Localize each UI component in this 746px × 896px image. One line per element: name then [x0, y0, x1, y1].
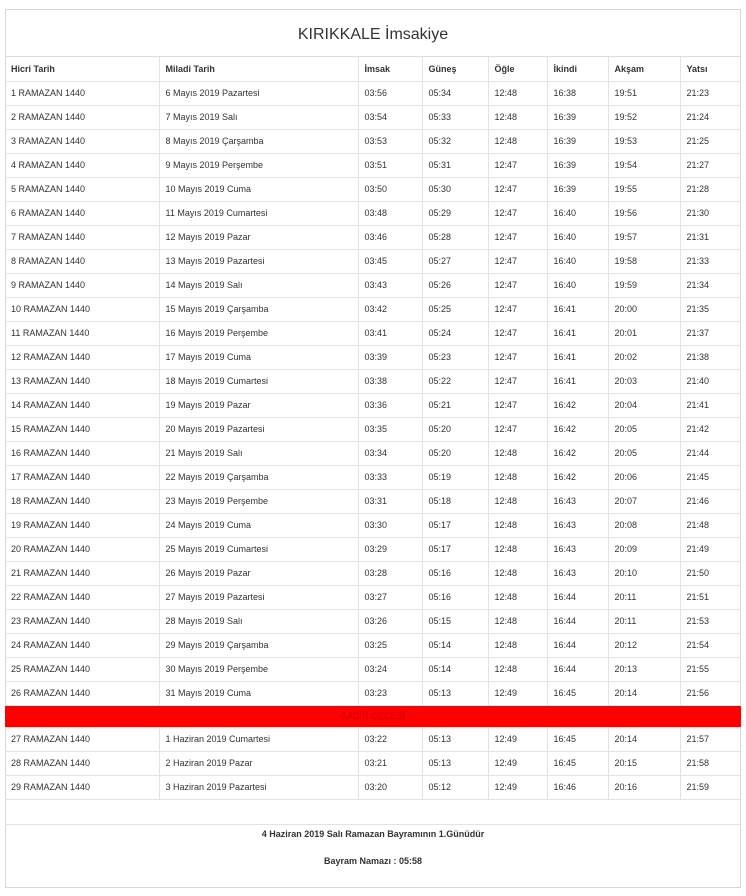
cell-hicri: 6 RAMAZAN 1440 [5, 201, 159, 225]
cell-ikindi: 16:41 [547, 369, 608, 393]
cell-yatsi: 21:42 [680, 417, 741, 441]
cell-yatsi: 21:45 [680, 465, 741, 489]
cell-miladi: 16 Mayıs 2019 Perşembe [159, 321, 358, 345]
cell-yatsi: 21:51 [680, 585, 741, 609]
kadir-gecesi-label: KADİR GECESİ [5, 705, 741, 727]
cell-miladi: 6 Mayıs 2019 Pazartesi [159, 81, 358, 105]
header-yatsi: Yatsı [680, 57, 741, 81]
cell-yatsi: 21:57 [680, 727, 741, 751]
cell-ikindi: 16:41 [547, 345, 608, 369]
cell-hicri: 7 RAMAZAN 1440 [5, 225, 159, 249]
cell-miladi: 24 Mayıs 2019 Cuma [159, 513, 358, 537]
cell-hicri: 27 RAMAZAN 1440 [5, 727, 159, 751]
cell-gunes: 05:14 [422, 633, 488, 657]
cell-miladi: 18 Mayıs 2019 Cumartesi [159, 369, 358, 393]
table-row [5, 393, 741, 417]
cell-imsak: 03:43 [358, 273, 422, 297]
cell-imsak: 03:31 [358, 489, 422, 513]
cell-aksam: 19:55 [608, 177, 680, 201]
table-row [5, 489, 741, 513]
cell-aksam: 20:10 [608, 561, 680, 585]
cell-ogle: 12:48 [488, 657, 547, 681]
cell-ikindi: 16:42 [547, 441, 608, 465]
cell-ikindi: 16:44 [547, 609, 608, 633]
cell-ogle: 12:48 [488, 129, 547, 153]
cell-imsak: 03:34 [358, 441, 422, 465]
cell-hicri: 1 RAMAZAN 1440 [5, 81, 159, 105]
cell-ikindi: 16:45 [547, 681, 608, 705]
cell-aksam: 20:04 [608, 393, 680, 417]
cell-miladi: 10 Mayıs 2019 Cuma [159, 177, 358, 201]
table-row [5, 561, 741, 585]
cell-yatsi: 21:25 [680, 129, 741, 153]
cell-aksam: 20:14 [608, 681, 680, 705]
cell-miladi: 1 Haziran 2019 Cumartesi [159, 727, 358, 751]
cell-hicri: 22 RAMAZAN 1440 [5, 585, 159, 609]
cell-aksam: 20:03 [608, 369, 680, 393]
cell-gunes: 05:30 [422, 177, 488, 201]
cell-miladi: 14 Mayıs 2019 Salı [159, 273, 358, 297]
table-header-row [5, 57, 741, 81]
cell-ikindi: 16:44 [547, 633, 608, 657]
cell-yatsi: 21:23 [680, 81, 741, 105]
cell-aksam: 20:11 [608, 585, 680, 609]
cell-miladi: 11 Mayıs 2019 Cumartesi [159, 201, 358, 225]
cell-aksam: 19:54 [608, 153, 680, 177]
cell-gunes: 05:28 [422, 225, 488, 249]
cell-gunes: 05:21 [422, 393, 488, 417]
cell-imsak: 03:38 [358, 369, 422, 393]
cell-miladi: 12 Mayıs 2019 Pazar [159, 225, 358, 249]
cell-yatsi: 21:58 [680, 751, 741, 775]
cell-gunes: 05:16 [422, 585, 488, 609]
cell-miladi: 8 Mayıs 2019 Çarşamba [159, 129, 358, 153]
cell-miladi: 15 Mayıs 2019 Çarşamba [159, 297, 358, 321]
cell-ogle: 12:49 [488, 727, 547, 751]
table-body [5, 81, 741, 799]
cell-hicri: 18 RAMAZAN 1440 [5, 489, 159, 513]
cell-gunes: 05:27 [422, 249, 488, 273]
cell-ikindi: 16:42 [547, 417, 608, 441]
cell-gunes: 05:15 [422, 609, 488, 633]
cell-ikindi: 16:41 [547, 321, 608, 345]
cell-hicri: 4 RAMAZAN 1440 [5, 153, 159, 177]
cell-yatsi: 21:49 [680, 537, 741, 561]
table-row [5, 513, 741, 537]
cell-hicri: 26 RAMAZAN 1440 [5, 681, 159, 705]
cell-gunes: 05:17 [422, 513, 488, 537]
cell-yatsi: 21:34 [680, 273, 741, 297]
imsakiye-table [5, 57, 741, 800]
cell-hicri: 19 RAMAZAN 1440 [5, 513, 159, 537]
table-row [5, 177, 741, 201]
cell-gunes: 05:14 [422, 657, 488, 681]
cell-imsak: 03:22 [358, 727, 422, 751]
cell-gunes: 05:18 [422, 489, 488, 513]
cell-ogle: 12:48 [488, 105, 547, 129]
cell-yatsi: 21:56 [680, 681, 741, 705]
cell-aksam: 20:02 [608, 345, 680, 369]
bayram-info: 4 Haziran 2019 Salı Ramazan Bayramının 1.Günüdür [261, 829, 485, 839]
cell-ikindi: 16:42 [547, 465, 608, 489]
cell-imsak: 03:21 [358, 751, 422, 775]
cell-imsak: 03:56 [358, 81, 422, 105]
cell-yatsi: 21:30 [680, 201, 741, 225]
cell-yatsi: 21:27 [680, 153, 741, 177]
table-row [5, 657, 741, 681]
cell-ikindi: 16:40 [547, 225, 608, 249]
cell-yatsi: 21:40 [680, 369, 741, 393]
cell-ikindi: 16:41 [547, 297, 608, 321]
cell-ikindi: 16:46 [547, 775, 608, 799]
cell-aksam: 20:01 [608, 321, 680, 345]
table-row [5, 441, 741, 465]
table-row [5, 585, 741, 609]
cell-miladi: 27 Mayıs 2019 Pazartesi [159, 585, 358, 609]
cell-ikindi: 16:39 [547, 129, 608, 153]
table-row [5, 153, 741, 177]
cell-yatsi: 21:54 [680, 633, 741, 657]
cell-ogle: 12:47 [488, 153, 547, 177]
cell-hicri: 23 RAMAZAN 1440 [5, 609, 159, 633]
cell-gunes: 05:23 [422, 345, 488, 369]
table-row [5, 633, 741, 657]
cell-hicri: 5 RAMAZAN 1440 [5, 177, 159, 201]
cell-hicri: 15 RAMAZAN 1440 [5, 417, 159, 441]
cell-ogle: 12:47 [488, 273, 547, 297]
table-row [5, 751, 741, 775]
cell-ogle: 12:47 [488, 249, 547, 273]
cell-miladi: 25 Mayıs 2019 Cumartesi [159, 537, 358, 561]
cell-imsak: 03:48 [358, 201, 422, 225]
cell-gunes: 05:33 [422, 105, 488, 129]
cell-gunes: 05:32 [422, 129, 488, 153]
cell-gunes: 05:20 [422, 441, 488, 465]
cell-gunes: 05:13 [422, 727, 488, 751]
cell-hicri: 16 RAMAZAN 1440 [5, 441, 159, 465]
cell-aksam: 20:09 [608, 537, 680, 561]
cell-miladi: 28 Mayıs 2019 Salı [159, 609, 358, 633]
cell-imsak: 03:25 [358, 633, 422, 657]
cell-ogle: 12:48 [488, 609, 547, 633]
cell-hicri: 13 RAMAZAN 1440 [5, 369, 159, 393]
cell-miladi: 13 Mayıs 2019 Pazartesi [159, 249, 358, 273]
cell-gunes: 05:29 [422, 201, 488, 225]
table-row [5, 249, 741, 273]
cell-aksam: 20:06 [608, 465, 680, 489]
cell-aksam: 20:16 [608, 775, 680, 799]
table-row [5, 81, 741, 105]
cell-gunes: 05:20 [422, 417, 488, 441]
table-row [5, 105, 741, 129]
table-row [5, 225, 741, 249]
table-row [5, 129, 741, 153]
cell-ogle: 12:48 [488, 537, 547, 561]
cell-ogle: 12:48 [488, 441, 547, 465]
cell-imsak: 03:29 [358, 537, 422, 561]
page-title: KIRIKKALE İmsakiye [5, 9, 741, 57]
cell-gunes: 05:26 [422, 273, 488, 297]
cell-ogle: 12:48 [488, 561, 547, 585]
cell-gunes: 05:13 [422, 681, 488, 705]
cell-imsak: 03:41 [358, 321, 422, 345]
cell-ogle: 12:47 [488, 321, 547, 345]
cell-ogle: 12:48 [488, 489, 547, 513]
cell-ogle: 12:47 [488, 297, 547, 321]
cell-miladi: 2 Haziran 2019 Pazar [159, 751, 358, 775]
header-gunes: Güneş [422, 57, 488, 81]
cell-ogle: 12:47 [488, 225, 547, 249]
cell-hicri: 25 RAMAZAN 1440 [5, 657, 159, 681]
cell-aksam: 19:51 [608, 81, 680, 105]
cell-miladi: 20 Mayıs 2019 Pazartesi [159, 417, 358, 441]
table-row [5, 273, 741, 297]
cell-ogle: 12:49 [488, 751, 547, 775]
cell-imsak: 03:24 [358, 657, 422, 681]
cell-aksam: 19:52 [608, 105, 680, 129]
table-row [5, 609, 741, 633]
cell-ogle: 12:48 [488, 465, 547, 489]
header-ikindi: İkindi [547, 57, 608, 81]
cell-miladi: 29 Mayıs 2019 Çarşamba [159, 633, 358, 657]
cell-ogle: 12:48 [488, 513, 547, 537]
header-aksam: Akşam [608, 57, 680, 81]
cell-aksam: 20:07 [608, 489, 680, 513]
cell-yatsi: 21:28 [680, 177, 741, 201]
cell-miladi: 19 Mayıs 2019 Pazar [159, 393, 358, 417]
cell-ikindi: 16:42 [547, 393, 608, 417]
cell-yatsi: 21:48 [680, 513, 741, 537]
header-hicri: Hicri Tarih [5, 57, 159, 81]
table-row [5, 727, 741, 751]
cell-ikindi: 16:39 [547, 177, 608, 201]
cell-hicri: 14 RAMAZAN 1440 [5, 393, 159, 417]
cell-ikindi: 16:43 [547, 537, 608, 561]
header-imsak: İmsak [358, 57, 422, 81]
cell-imsak: 03:30 [358, 513, 422, 537]
cell-yatsi: 21:37 [680, 321, 741, 345]
cell-ikindi: 16:43 [547, 489, 608, 513]
cell-ikindi: 16:40 [547, 201, 608, 225]
cell-ogle: 12:47 [488, 369, 547, 393]
cell-yatsi: 21:55 [680, 657, 741, 681]
cell-aksam: 20:14 [608, 727, 680, 751]
cell-imsak: 03:53 [358, 129, 422, 153]
cell-miladi: 23 Mayıs 2019 Perşembe [159, 489, 358, 513]
cell-gunes: 05:17 [422, 537, 488, 561]
cell-miladi: 7 Mayıs 2019 Salı [159, 105, 358, 129]
table-row [5, 321, 741, 345]
kadir-gecesi-row [5, 705, 741, 727]
footer-divider [5, 824, 741, 825]
cell-imsak: 03:26 [358, 609, 422, 633]
cell-ogle: 12:47 [488, 177, 547, 201]
cell-hicri: 3 RAMAZAN 1440 [5, 129, 159, 153]
table-row [5, 417, 741, 441]
cell-yatsi: 21:31 [680, 225, 741, 249]
cell-yatsi: 21:35 [680, 297, 741, 321]
cell-aksam: 19:53 [608, 129, 680, 153]
cell-ikindi: 16:40 [547, 249, 608, 273]
cell-ogle: 12:49 [488, 681, 547, 705]
table-row [5, 537, 741, 561]
table-row [5, 681, 741, 705]
cell-hicri: 20 RAMAZAN 1440 [5, 537, 159, 561]
cell-ogle: 12:47 [488, 345, 547, 369]
cell-hicri: 11 RAMAZAN 1440 [5, 321, 159, 345]
cell-ikindi: 16:44 [547, 657, 608, 681]
cell-yatsi: 21:46 [680, 489, 741, 513]
cell-miladi: 21 Mayıs 2019 Salı [159, 441, 358, 465]
cell-gunes: 05:16 [422, 561, 488, 585]
cell-aksam: 20:05 [608, 441, 680, 465]
cell-aksam: 19:56 [608, 201, 680, 225]
cell-ikindi: 16:43 [547, 561, 608, 585]
cell-aksam: 20:13 [608, 657, 680, 681]
cell-hicri: 8 RAMAZAN 1440 [5, 249, 159, 273]
cell-hicri: 10 RAMAZAN 1440 [5, 297, 159, 321]
cell-aksam: 20:05 [608, 417, 680, 441]
cell-yatsi: 21:53 [680, 609, 741, 633]
cell-ikindi: 16:44 [547, 585, 608, 609]
cell-imsak: 03:28 [358, 561, 422, 585]
cell-imsak: 03:45 [358, 249, 422, 273]
cell-ikindi: 16:45 [547, 727, 608, 751]
cell-gunes: 05:25 [422, 297, 488, 321]
cell-aksam: 20:11 [608, 609, 680, 633]
cell-imsak: 03:46 [358, 225, 422, 249]
cell-ogle: 12:47 [488, 393, 547, 417]
cell-hicri: 24 RAMAZAN 1440 [5, 633, 159, 657]
cell-ikindi: 16:40 [547, 273, 608, 297]
cell-yatsi: 21:41 [680, 393, 741, 417]
cell-yatsi: 21:33 [680, 249, 741, 273]
table-row [5, 201, 741, 225]
cell-aksam: 19:57 [608, 225, 680, 249]
cell-aksam: 20:15 [608, 751, 680, 775]
cell-hicri: 12 RAMAZAN 1440 [5, 345, 159, 369]
cell-hicri: 28 RAMAZAN 1440 [5, 751, 159, 775]
cell-miladi: 9 Mayıs 2019 Perşembe [159, 153, 358, 177]
cell-gunes: 05:12 [422, 775, 488, 799]
cell-ikindi: 16:43 [547, 513, 608, 537]
cell-imsak: 03:20 [358, 775, 422, 799]
cell-gunes: 05:13 [422, 751, 488, 775]
cell-yatsi: 21:59 [680, 775, 741, 799]
cell-hicri: 21 RAMAZAN 1440 [5, 561, 159, 585]
cell-imsak: 03:51 [358, 153, 422, 177]
table-row [5, 297, 741, 321]
cell-gunes: 05:24 [422, 321, 488, 345]
cell-yatsi: 21:24 [680, 105, 741, 129]
cell-imsak: 03:54 [358, 105, 422, 129]
cell-miladi: 17 Mayıs 2019 Cuma [159, 345, 358, 369]
cell-imsak: 03:36 [358, 393, 422, 417]
cell-imsak: 03:27 [358, 585, 422, 609]
cell-miladi: 30 Mayıs 2019 Perşembe [159, 657, 358, 681]
table-row [5, 369, 741, 393]
cell-ogle: 12:49 [488, 775, 547, 799]
cell-aksam: 20:12 [608, 633, 680, 657]
cell-yatsi: 21:44 [680, 441, 741, 465]
cell-hicri: 2 RAMAZAN 1440 [5, 105, 159, 129]
cell-ogle: 12:48 [488, 633, 547, 657]
cell-imsak: 03:33 [358, 465, 422, 489]
cell-miladi: 3 Haziran 2019 Pazartesi [159, 775, 358, 799]
cell-gunes: 05:19 [422, 465, 488, 489]
cell-ogle: 12:47 [488, 201, 547, 225]
cell-imsak: 03:35 [358, 417, 422, 441]
cell-gunes: 05:34 [422, 81, 488, 105]
cell-hicri: 29 RAMAZAN 1440 [5, 775, 159, 799]
cell-aksam: 20:08 [608, 513, 680, 537]
cell-miladi: 22 Mayıs 2019 Çarşamba [159, 465, 358, 489]
cell-yatsi: 21:50 [680, 561, 741, 585]
cell-imsak: 03:50 [358, 177, 422, 201]
cell-gunes: 05:31 [422, 153, 488, 177]
table-row [5, 465, 741, 489]
cell-gunes: 05:22 [422, 369, 488, 393]
cell-yatsi: 21:38 [680, 345, 741, 369]
table-row [5, 345, 741, 369]
cell-ikindi: 16:45 [547, 751, 608, 775]
cell-ikindi: 16:38 [547, 81, 608, 105]
cell-miladi: 26 Mayıs 2019 Pazar [159, 561, 358, 585]
cell-ikindi: 16:39 [547, 105, 608, 129]
table-row [5, 775, 741, 799]
header-ogle: Öğle [488, 57, 547, 81]
cell-aksam: 19:58 [608, 249, 680, 273]
cell-miladi: 31 Mayıs 2019 Cuma [159, 681, 358, 705]
cell-imsak: 03:39 [358, 345, 422, 369]
cell-hicri: 9 RAMAZAN 1440 [5, 273, 159, 297]
cell-hicri: 17 RAMAZAN 1440 [5, 465, 159, 489]
cell-ogle: 12:48 [488, 81, 547, 105]
cell-ikindi: 16:39 [547, 153, 608, 177]
header-miladi: Miladi Tarih [159, 57, 358, 81]
cell-ogle: 12:48 [488, 585, 547, 609]
bayram-namazi: Bayram Namazı : 05:58 [323, 856, 423, 866]
cell-imsak: 03:42 [358, 297, 422, 321]
cell-aksam: 19:59 [608, 273, 680, 297]
cell-imsak: 03:23 [358, 681, 422, 705]
cell-ogle: 12:47 [488, 417, 547, 441]
cell-aksam: 20:00 [608, 297, 680, 321]
